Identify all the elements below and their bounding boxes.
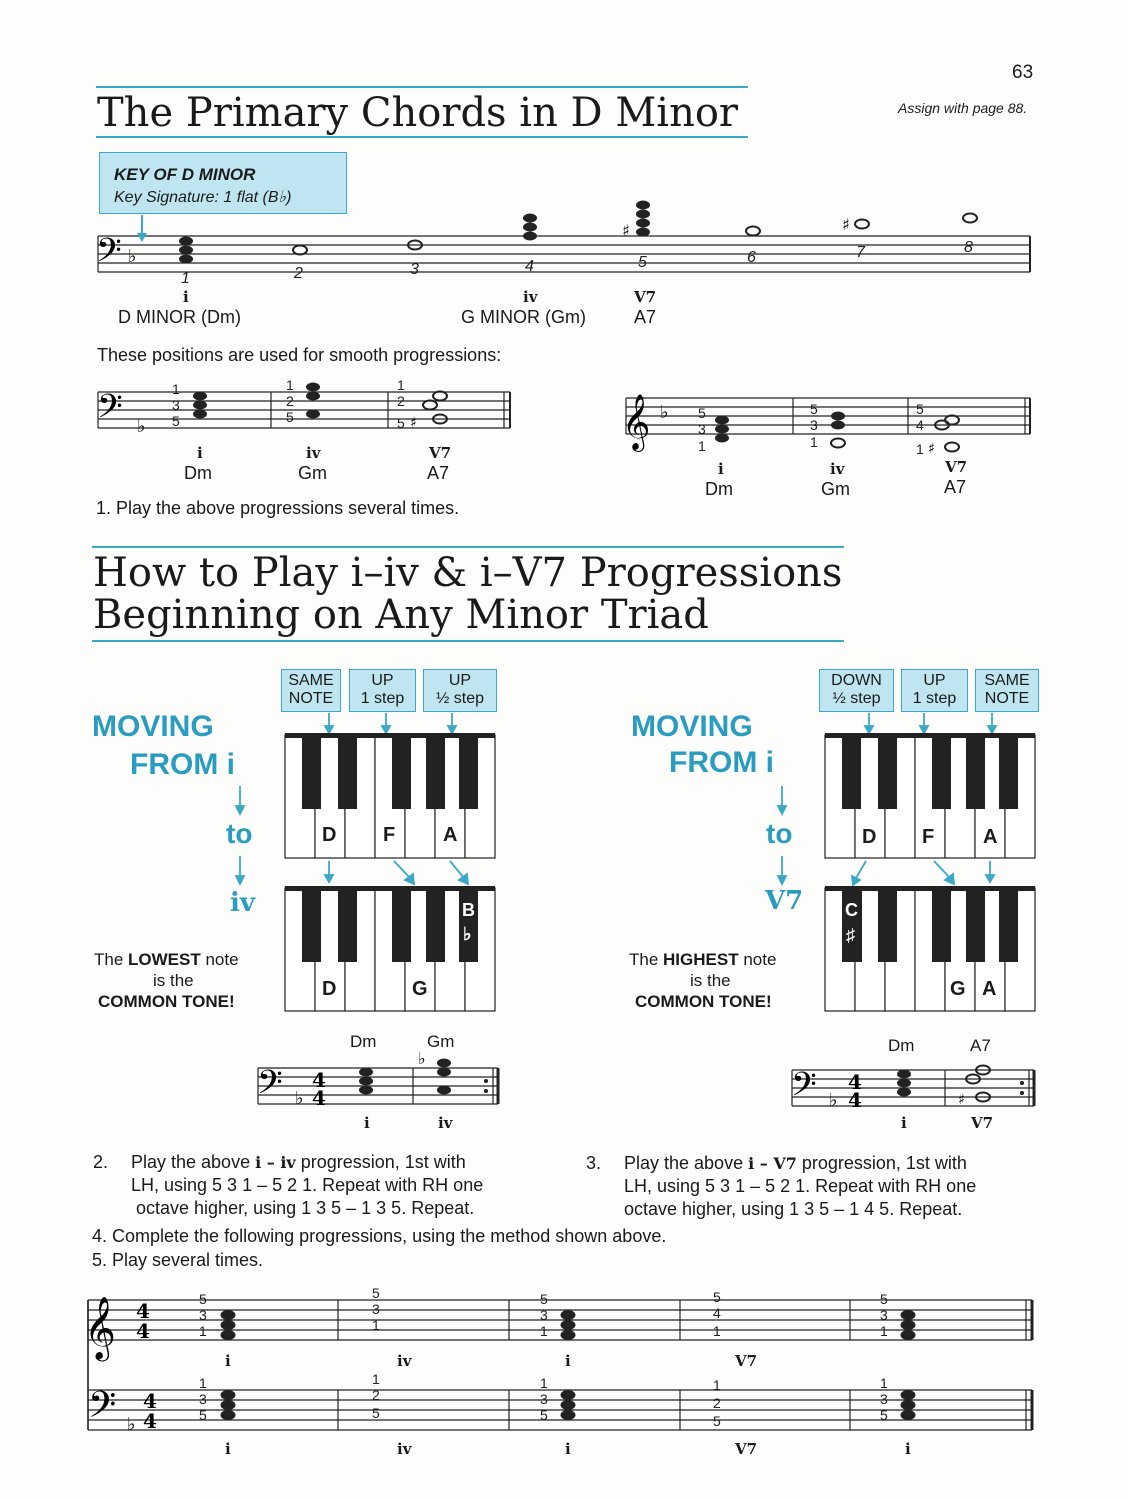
bass-fing-2b: 2	[372, 1387, 380, 1403]
right-chord-a7: A7	[970, 1036, 991, 1055]
instruction-3: 3. Play the above i – V7 progression, 1st with LH, using 5 3 1 – 5 2 1. Repeat with RH one octave higher, using 1 3 5 – 1 4 5. Repeat.	[586, 1153, 977, 1219]
right-black-key-sharp: ♯	[846, 925, 855, 945]
section1-title: The Primary Chords in D Minor	[97, 90, 739, 136]
treble-fing-4b: 4	[713, 1305, 721, 1321]
right-to: to	[766, 818, 793, 849]
treble-fing-3c: 1	[540, 1323, 548, 1339]
left-bottom-key-d: D	[322, 978, 337, 1000]
treble-fing-3b: 3	[540, 1307, 548, 1323]
treble-fing-5a: 5	[880, 1291, 888, 1307]
left-to: to	[226, 818, 253, 849]
treble-roman-1: i	[225, 1352, 231, 1370]
bass-fing-3b: 3	[540, 1391, 548, 1407]
bass-fing-1b: 3	[199, 1391, 207, 1407]
left-moving: MOVING	[92, 710, 214, 743]
treble-fing-4c: 1	[713, 1323, 721, 1339]
left-target-iv: iv	[230, 888, 255, 918]
bass-roman-4: V7	[735, 1440, 758, 1458]
lh-name-a7: A7	[427, 463, 450, 483]
left-step-up-1: UP 1 step	[349, 669, 416, 712]
instruction-4: 4. Complete the following progressions, using the method shown above.	[92, 1226, 667, 1246]
treble-fing-2b: 3	[372, 1301, 380, 1317]
svg-text:4: 4	[848, 1070, 862, 1094]
right-common-line1: The HIGHEST note	[629, 950, 777, 969]
svg-text:♭: ♭	[127, 1414, 136, 1435]
degree-6: 6	[747, 249, 756, 266]
rh-roman-i: i	[718, 460, 724, 478]
svg-text:4: 4	[312, 1068, 326, 1092]
right-moving: MOVING	[631, 710, 753, 743]
degree-2: 2	[294, 265, 303, 282]
right-black-key-c: C	[845, 900, 858, 920]
left-bottom-key-g: G	[412, 978, 428, 1000]
bass-fing-3c: 5	[540, 1407, 548, 1423]
left-step-same-note: SAME NOTE	[281, 669, 341, 712]
lh-name-dm: Dm	[184, 463, 212, 483]
right-step-down-half: DOWN ½ step	[819, 669, 894, 712]
lh-fing-2a: 1	[286, 377, 294, 393]
degree-1: 1	[181, 270, 190, 287]
rh-fing-1a: 5	[698, 405, 706, 421]
rh-name-gm: Gm	[821, 479, 850, 499]
svg-text:♭: ♭	[137, 416, 146, 437]
bass-fing-1c: 5	[199, 1407, 207, 1423]
right-common-line2: is the	[690, 971, 731, 990]
chord-name-dm: D MINOR (Dm)	[118, 307, 241, 327]
left-common-line1: The LOWEST note	[94, 950, 239, 969]
degree-4: 4	[525, 258, 534, 275]
right-staff-roman-i: i	[901, 1114, 907, 1132]
left-common-line2: is the	[153, 971, 194, 990]
rh-name-a7: A7	[944, 477, 967, 497]
svg-text:♭: ♭	[829, 1090, 838, 1111]
left-black-key-flat: ♭	[463, 924, 472, 944]
treble-fing-5c: 1	[880, 1323, 888, 1339]
degree-3: 3	[410, 261, 419, 278]
left-chord-gm: Gm	[427, 1032, 455, 1051]
rh-roman-v7: V7	[945, 458, 968, 476]
svg-text:𝄞: 𝄞	[622, 394, 651, 450]
lh-fing-2b: 2	[286, 393, 294, 409]
roman-v7: V7	[634, 288, 657, 306]
svg-text:𝄢: 𝄢	[791, 1066, 817, 1112]
right-top-key-f: F	[922, 826, 935, 848]
svg-text:♭: ♭	[660, 402, 669, 423]
right-top-key-d: D	[862, 826, 877, 848]
rh-name-dm: Dm	[705, 479, 733, 499]
bass-roman-5: i	[905, 1440, 911, 1458]
left-step-up-half: UP ½ step	[423, 669, 497, 712]
rh-fing-2c: 1	[810, 434, 818, 450]
left-staff-roman-i: i	[364, 1114, 370, 1132]
left-top-key-f: F	[383, 824, 396, 846]
svg-text:4: 4	[312, 1086, 326, 1110]
rh-fing-2b: 3	[810, 417, 818, 433]
bass-fing-2c: 5	[372, 1405, 380, 1421]
lh-fing-3a: 1	[397, 377, 405, 393]
lh-fing-1c: 5	[172, 413, 180, 429]
bass-fing-1a: 1	[199, 1375, 207, 1391]
svg-text:♯: ♯	[842, 215, 850, 234]
degree-7: 7	[856, 244, 865, 261]
key-box-signature: Key Signature: 1 flat (B♭)	[114, 189, 292, 206]
left-top-key-d: D	[322, 824, 337, 846]
lh-name-gm: Gm	[298, 463, 327, 483]
left-staff-roman-iv: iv	[438, 1114, 453, 1132]
bass-fing-3a: 1	[540, 1375, 548, 1391]
treble-fing-1a: 5	[199, 1291, 207, 1307]
svg-text:𝄢: 𝄢	[97, 388, 123, 434]
bass-fing-4c: 5	[713, 1413, 721, 1429]
svg-text:♯: ♯	[410, 415, 417, 431]
right-bottom-key-a: A	[982, 978, 997, 1000]
right-target-v7: V7	[765, 886, 804, 916]
rh-fing-3b: 4	[916, 417, 924, 433]
rh-roman-iv: iv	[830, 460, 845, 478]
lh-fing-1a: 1	[172, 381, 180, 397]
svg-text:4: 4	[143, 1389, 157, 1413]
svg-text:♭: ♭	[418, 1049, 426, 1068]
treble-fing-2c: 1	[372, 1317, 380, 1333]
treble-roman-4: V7	[735, 1352, 758, 1370]
left-top-key-a: A	[443, 824, 458, 846]
page-number: 63	[1012, 62, 1034, 83]
svg-text:♯: ♯	[928, 441, 935, 457]
instruction-1: 1. Play the above progressions several times.	[96, 498, 460, 518]
roman-i: i	[183, 288, 189, 306]
treble-fing-4a: 5	[713, 1289, 721, 1305]
left-common-line3: COMMON TONE!	[98, 992, 235, 1011]
svg-text:𝄢: 𝄢	[96, 232, 122, 278]
svg-text:♯: ♯	[622, 221, 630, 240]
svg-text:♭: ♭	[128, 246, 137, 267]
section2-title-line1: How to Play i–iv & i–V7 Progressions	[93, 550, 843, 596]
section2-title-line2: Beginning on Any Minor Triad	[93, 592, 709, 638]
right-step-up-1: UP 1 step	[901, 669, 968, 712]
bass-fing-5a: 1	[880, 1375, 888, 1391]
svg-text:♭: ♭	[295, 1088, 304, 1109]
lh-fing-3b: 2	[397, 393, 405, 409]
lh-roman-v7: V7	[429, 444, 452, 462]
bass-fing-4a: 1	[713, 1377, 721, 1393]
svg-text:𝄢: 𝄢	[88, 1384, 117, 1435]
svg-text:4: 4	[136, 1319, 150, 1343]
left-from-i: FROM i	[130, 748, 235, 781]
bass-roman-1: i	[225, 1440, 231, 1458]
rh-fing-1b: 3	[698, 421, 706, 437]
right-from-i: FROM i	[669, 746, 774, 779]
lh-roman-iv: iv	[306, 444, 321, 462]
right-bottom-key-g: G	[950, 978, 966, 1000]
lh-fing-3c: 5	[397, 415, 405, 431]
right-common-line3: COMMON TONE!	[635, 992, 772, 1011]
lh-fing-2c: 5	[286, 409, 294, 425]
degree-8: 8	[964, 239, 973, 256]
roman-iv: iv	[523, 288, 538, 306]
svg-text:𝄢: 𝄢	[257, 1064, 283, 1110]
bass-fing-2a: 1	[372, 1371, 380, 1387]
key-box-title: KEY OF D MINOR	[114, 165, 256, 184]
right-chord-dm: Dm	[888, 1036, 915, 1055]
lh-roman-i: i	[197, 444, 203, 462]
rh-fing-3a: 5	[916, 401, 924, 417]
treble-roman-3: i	[565, 1352, 571, 1370]
treble-fing-1b: 3	[199, 1307, 207, 1323]
chord-name-a7: A7	[634, 307, 657, 327]
assign-note: Assign with page 88.	[898, 100, 1028, 116]
rh-fing-1c: 1	[698, 438, 706, 454]
rh-fing-3c: 1	[916, 441, 924, 457]
bass-fing-4b: 2	[713, 1395, 721, 1411]
lh-fing-1b: 3	[172, 397, 180, 413]
treble-fing-1c: 1	[199, 1323, 207, 1339]
right-step-same-note: SAME NOTE	[975, 669, 1039, 712]
svg-text:𝄞: 𝄞	[84, 1296, 116, 1359]
instruction-2: 2. Play the above i – iv progression, 1st with LH, using 5 3 1 – 5 2 1. Repeat with RH one octave higher, using 1 3 5 – 1 3 5. Repeat.	[93, 1152, 484, 1218]
treble-roman-2: iv	[397, 1352, 412, 1370]
right-top-key-a: A	[983, 826, 998, 848]
left-black-key-b: B	[462, 900, 475, 920]
left-chord-dm: Dm	[350, 1032, 377, 1051]
instruction-5: 5. Play several times.	[92, 1250, 264, 1270]
bass-roman-3: i	[565, 1440, 571, 1458]
rh-fing-2a: 5	[810, 401, 818, 417]
bass-roman-2: iv	[397, 1440, 412, 1458]
svg-text:4: 4	[136, 1299, 150, 1323]
bass-fing-5c: 5	[880, 1407, 888, 1423]
svg-text:4: 4	[143, 1409, 157, 1433]
treble-fing-2a: 5	[372, 1285, 380, 1301]
svg-text:4: 4	[848, 1088, 862, 1112]
degree-5: 5	[638, 254, 647, 271]
chord-name-gm: G MINOR (Gm)	[461, 307, 586, 327]
positions-text: These positions are used for smooth progressions:	[97, 345, 502, 365]
right-staff-roman-v7: V7	[971, 1114, 994, 1132]
svg-text:♯: ♯	[958, 1092, 965, 1108]
treble-fing-3a: 5	[540, 1291, 548, 1307]
bass-fing-5b: 3	[880, 1391, 888, 1407]
treble-fing-5b: 3	[880, 1307, 888, 1323]
